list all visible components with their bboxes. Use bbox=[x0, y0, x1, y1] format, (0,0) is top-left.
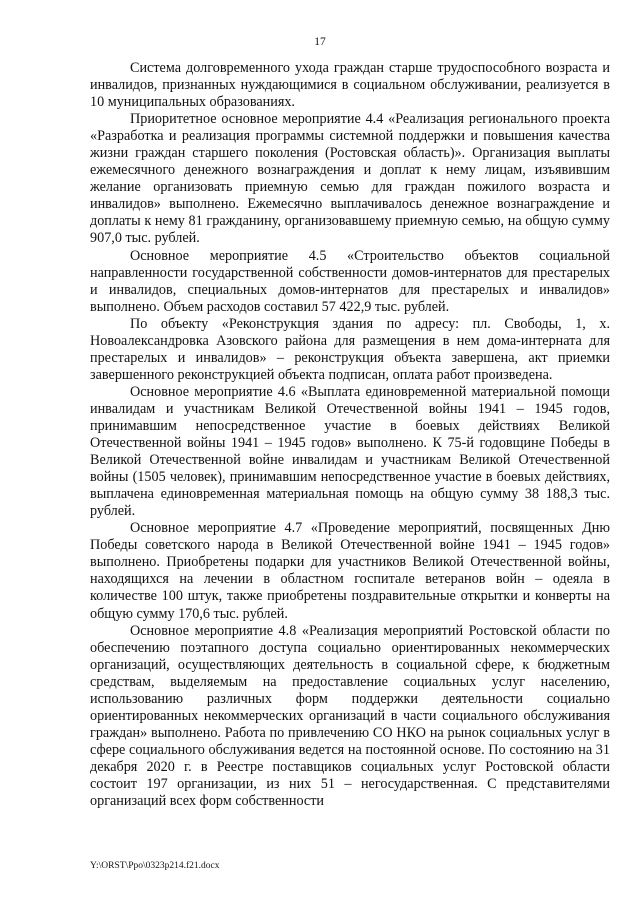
paragraph-measure-4-7: Основное мероприятие 4.7 «Проведение мероприятий, посвященных Дню Победы советского народа в Великой Отечественной войне 1941 – 1945 годов» выполнено. Приобретены подарки для участников Великой Отечественной войны, находящихся на лечении в областном госпитале ветеранов войн – одеяла в количестве 100 штук, также приобретены поздравительные открытки и конверты на общую сумму 170,6 тыс. рублей. bbox=[90, 520, 610, 622]
paragraph-measure-4-6: Основное мероприятие 4.6 «Выплата единовременной материальной помощи инвалидам и участникам Великой Отечественной войны 1941 – 1945 годов, принимавшим непосредственное участие в боевых действиях Великой Отечественной войны 1941 – 1945 годов» выполнено. К 75-й годовщине Победы в Великой Отечественной войне инвалидам и участникам Великой Отечественной войны (1505 человек), принимавшим непосредственное участие в боевых действиях, выплачена единовременная материальная помощь на общую сумму 38 188,3 тыс. рублей. bbox=[90, 383, 610, 520]
paragraph-measure-4-5: Основное мероприятие 4.5 «Строительство объектов социальной направленности государственной собственности домов-интернатов для престарелых и инвалидов, специальных домов-интернатов для престарелых и инвалидов» выполнено. Объем расходов составил 57 422,9 тыс. рублей. bbox=[90, 247, 610, 315]
footer-file-path: Y:\ORST\Ppo\0323p214.f21.docx bbox=[90, 861, 220, 871]
page-number: 17 bbox=[314, 36, 326, 48]
paragraph-reconstruction-object: По объекту «Реконструкция здания по адресу: пл. Свободы, 1, х. Новоалександровка Азовского района для размещения в нем дома-интерната для престарелых и инвалидов» – реконструкция объекта завершена, акт приемки завершенного реконструкцией объекта подписан, оплата работ произведена. bbox=[90, 315, 610, 383]
document-body bbox=[90, 60, 610, 810]
paragraph-measure-4-8: Основное мероприятие 4.8 «Реализация мероприятий Ростовской области по обеспечению поэтапного доступа социально ориентированных некоммерческих организаций, осуществляющих деятельность в социальной сфере, к бюджетным средствам, выделяемым на предоставление социальных услуг населению, использованию различных форм поддержки деятельности социально ориентированных некоммерческих организаций в части социального обслуживания граждан» выполнено. Работа по привлечению СО НКО на рынок социальных услуг в сфере социального обслуживания ведется на постоянной основе. По состоянию на 31 декабря 2020 г. в Реестре поставщиков социальных услуг Ростовской области состоит 197 организации, из них 51 – негосударственная. С представителями организаций всех форм собственности bbox=[90, 622, 610, 810]
paragraph-long-term-care: Система долговременного ухода граждан старше трудоспособного возраста и инвалидов, признанных нуждающимися в социальном обслуживании, реализуется в 10 муниципальных образованиях. bbox=[90, 60, 610, 111]
paragraph-measure-4-4: Приоритетное основное мероприятие 4.4 «Реализация регионального проекта «Разработка и реализация программы системной поддержки и повышения качества жизни граждан старшего поколения (Ростовская область)». Организация выплаты ежемесячного денежного вознаграждения и доплат к нему лицам, изъявившим желание организовать приемную семью для граждан пожилого возраста и инвалидов» выполнено. Ежемесячно выплачивалось денежное вознаграждение и доплаты к нему 81 гражданину, организовавшему приемную семью, на общую сумму 907,0 тыс. рублей. bbox=[90, 111, 610, 247]
